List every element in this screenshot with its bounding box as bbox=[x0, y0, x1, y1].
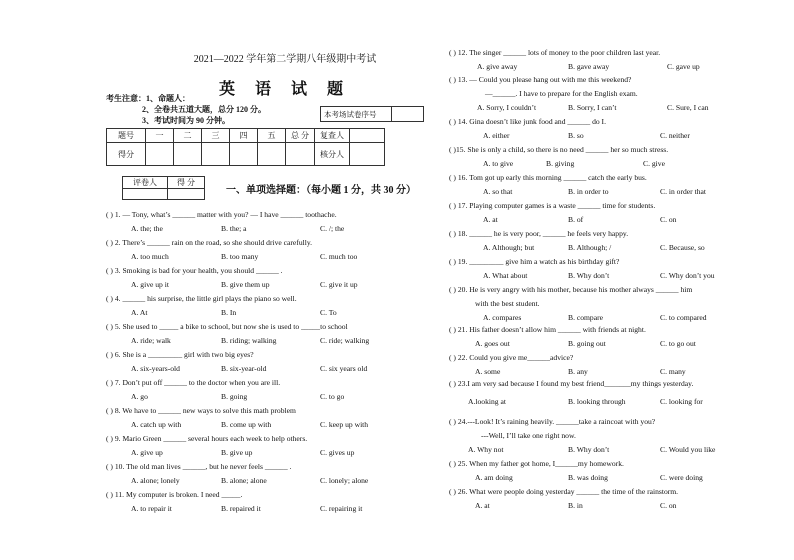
option-a[interactable]: A. give up bbox=[131, 448, 163, 457]
option-a[interactable]: A.looking at bbox=[468, 397, 506, 406]
score-row-label: 得分 bbox=[107, 143, 146, 166]
note-line-3: 3、考试时间为 90 分钟。 bbox=[142, 116, 230, 125]
option-c[interactable]: C. gives up bbox=[320, 448, 355, 457]
question-3: ( ) 3. Smoking is bad for your health, you should ______ . bbox=[106, 266, 283, 275]
option-a[interactable]: A. to repair it bbox=[131, 504, 172, 513]
question-21: ( ) 21. His father doesn’t allow him ______ with friends at night. bbox=[449, 325, 646, 334]
option-b[interactable]: B. looking through bbox=[568, 397, 626, 406]
score-table bbox=[106, 128, 385, 166]
option-c[interactable]: C. many bbox=[660, 367, 686, 376]
option-b[interactable]: B. give up bbox=[221, 448, 253, 457]
question-12: ( ) 12. The singer ______ lots of money to the poor children last year. bbox=[449, 48, 661, 57]
score-header-cell: 三 bbox=[202, 129, 230, 143]
option-b[interactable]: B. Although; / bbox=[568, 243, 612, 252]
option-a[interactable]: A. so that bbox=[483, 187, 513, 196]
score-header-cell: 总 分 bbox=[286, 129, 315, 143]
score-row-label: 核分人 bbox=[315, 143, 350, 166]
question-8: ( ) 8. We have to ______ new ways to solve this math problem bbox=[106, 406, 296, 415]
option-a[interactable]: A. Why not bbox=[468, 445, 504, 454]
option-a[interactable]: A. catch up with bbox=[131, 420, 182, 429]
option-b[interactable]: B. Sorry, I can’t bbox=[568, 103, 617, 112]
option-b[interactable]: B. giving bbox=[546, 159, 575, 168]
option-c[interactable]: C. on bbox=[660, 501, 677, 510]
option-c[interactable]: C. in order that bbox=[660, 187, 706, 196]
option-c[interactable]: C. keep up with bbox=[320, 420, 369, 429]
question-1: ( ) 1. — Tony, what’s ______ matter with you? — I have ______ toothache. bbox=[106, 210, 337, 219]
option-b[interactable]: B. Why don’t bbox=[568, 271, 610, 280]
option-b[interactable]: B. going bbox=[221, 392, 248, 401]
option-b[interactable]: B. any bbox=[568, 367, 588, 376]
score-entry-cell[interactable] bbox=[202, 143, 230, 166]
question-24: ( ) 24.---Look! It’s raining heavily. ______take a raincoat with you? bbox=[449, 417, 656, 426]
option-c[interactable]: C. six years old bbox=[320, 364, 368, 373]
question-24-line-2: ---Well, I’ll take one right now. bbox=[481, 431, 576, 440]
question-17: ( ) 17. Playing computer games is a waste ______ time for students. bbox=[449, 201, 656, 210]
score-entry-cell[interactable] bbox=[258, 143, 286, 166]
question-19: ( ) 19. _________ give him a watch as his birthday gift? bbox=[449, 257, 620, 266]
option-a[interactable]: A. give away bbox=[477, 62, 518, 71]
option-b[interactable]: B. so bbox=[568, 131, 584, 140]
score-header-cell: 题号 bbox=[107, 129, 146, 143]
option-b[interactable]: B. give them up bbox=[221, 280, 270, 289]
question-22: ( ) 22. Could you give me______advice? bbox=[449, 353, 574, 362]
option-b[interactable]: B. in bbox=[568, 501, 583, 510]
option-c[interactable]: C. lonely; alone bbox=[320, 476, 369, 485]
option-c[interactable]: C. Why don’t you bbox=[660, 271, 715, 280]
question-23: ( ) 23.I am very sad because I found my best friend_______my things yesterday. bbox=[449, 379, 694, 388]
option-a[interactable]: A. give up it bbox=[131, 280, 169, 289]
option-c[interactable]: C. gave up bbox=[667, 62, 700, 71]
question-18: ( ) 18. ______ he is very poor, ______ he feels very happy. bbox=[449, 229, 629, 238]
option-a[interactable]: A. at bbox=[483, 215, 498, 224]
question-13: ( ) 13. — Could you please hang out with me this weekend? bbox=[449, 75, 632, 84]
option-c[interactable]: C. Because, so bbox=[660, 243, 705, 252]
option-b[interactable]: B. was doing bbox=[568, 473, 608, 482]
score-header-cell: 四 bbox=[230, 129, 258, 143]
note-line-1: 考生注意：1、命题人： bbox=[106, 94, 190, 103]
option-a[interactable]: A. am doing bbox=[475, 473, 513, 482]
question-15: ( )15. She is only a child, so there is no need ______ her so much stress. bbox=[449, 145, 669, 154]
seat-number-cell[interactable] bbox=[391, 107, 424, 121]
section-1-title: 一、单项选择题：（每小题 1 分，共 30 分） bbox=[226, 185, 416, 196]
question-25: ( ) 25. When my father got home, I______my homework. bbox=[449, 459, 624, 468]
subject-title: 英 语 试 题 bbox=[218, 81, 351, 98]
option-b[interactable]: B. riding; walking bbox=[221, 336, 277, 345]
option-a[interactable]: A. too much bbox=[131, 252, 169, 261]
option-c[interactable]: C. looking for bbox=[660, 397, 703, 406]
score-header-cell: 一 bbox=[146, 129, 174, 143]
option-c[interactable]: C. To bbox=[320, 308, 337, 317]
option-c[interactable]: C. /; the bbox=[320, 224, 345, 233]
question-20: ( ) 20. He is very angry with his mother, because his mother always ______ him bbox=[449, 285, 693, 294]
option-c[interactable]: C. to go bbox=[320, 392, 345, 401]
score-header-cell: 二 bbox=[174, 129, 202, 143]
option-a[interactable]: A. six-years-old bbox=[131, 364, 180, 373]
option-a[interactable]: A. Sorry, I couldn’t bbox=[477, 103, 537, 112]
option-a[interactable]: A. compares bbox=[483, 313, 522, 322]
option-a[interactable]: A. some bbox=[475, 367, 501, 376]
option-c[interactable]: C. Would you like bbox=[660, 445, 716, 454]
question-6: ( ) 6. She is a _________ girl with two big eyes? bbox=[106, 350, 254, 359]
question-9: ( ) 9. Mario Green ______ several hours each week to help others. bbox=[106, 434, 308, 443]
question-4: ( ) 4. ______ his surprise, the little girl plays the piano so well. bbox=[106, 294, 297, 303]
option-c[interactable]: C. give it up bbox=[320, 280, 358, 289]
question-7: ( ) 7. Don’t put off ______ to the doctor when you are ill. bbox=[106, 378, 281, 387]
score-entry-cell[interactable] bbox=[350, 143, 385, 166]
score-header-cell: 五 bbox=[258, 129, 286, 143]
option-c[interactable]: C. to go out bbox=[660, 339, 696, 348]
option-b[interactable]: B. too many bbox=[221, 252, 259, 261]
exam-seat-number-box bbox=[320, 106, 424, 122]
option-a[interactable]: A. either bbox=[483, 131, 510, 140]
option-a[interactable]: A. go bbox=[131, 392, 148, 401]
option-b[interactable]: B. six-year-old bbox=[221, 364, 267, 373]
option-a[interactable]: A. to give bbox=[483, 159, 514, 168]
option-c[interactable]: C. on bbox=[660, 215, 677, 224]
option-b[interactable]: B. repaired it bbox=[221, 504, 261, 513]
question-13-line-2: —______. I have to prepare for the English exam. bbox=[485, 89, 638, 98]
option-c[interactable]: C. were doing bbox=[660, 473, 703, 482]
option-a[interactable]: A. at bbox=[475, 501, 490, 510]
option-b[interactable]: B. come up with bbox=[221, 420, 272, 429]
question-10: ( ) 10. The old man lives ______, but he never feels ______ . bbox=[106, 462, 292, 471]
option-b[interactable]: B. In bbox=[221, 308, 237, 317]
question-16: ( ) 16. Tom got up early this morning ______ catch the early bus. bbox=[449, 173, 647, 182]
grader-table bbox=[122, 176, 205, 200]
option-b[interactable]: B. Why don’t bbox=[568, 445, 610, 454]
score-entry-cell[interactable] bbox=[174, 143, 202, 166]
option-a[interactable]: A. What about bbox=[483, 271, 528, 280]
score-entry-cell[interactable] bbox=[286, 143, 315, 166]
option-a[interactable]: A. Although; but bbox=[483, 243, 535, 252]
question-2: ( ) 2. There’s ______ rain on the road, so she should drive carefully. bbox=[106, 238, 313, 247]
option-b[interactable]: B. compare bbox=[568, 313, 604, 322]
grader-score-label: 得 分 bbox=[168, 177, 205, 189]
question-11: ( ) 11. My computer is broken. I need _____. bbox=[106, 490, 243, 499]
option-b[interactable]: B. going out bbox=[568, 339, 606, 348]
question-26: ( ) 26. What were people doing yesterday ______ the time of the rainstorm. bbox=[449, 487, 679, 496]
grader-entry-cell[interactable] bbox=[123, 189, 168, 200]
option-b[interactable]: B. of bbox=[568, 215, 584, 224]
option-b[interactable]: B. alone; alone bbox=[221, 476, 267, 485]
score-header-cell: 复查人 bbox=[315, 129, 350, 143]
note-line-2: 2、全卷共五道大题，总分 120 分。 bbox=[142, 105, 266, 114]
option-a[interactable]: A. ride; walk bbox=[131, 336, 171, 345]
option-c[interactable]: C. to compared bbox=[660, 313, 707, 322]
option-a[interactable]: A. the; the bbox=[131, 224, 163, 233]
option-b[interactable]: B. the; a bbox=[221, 224, 247, 233]
question-20-line-2: with the best student. bbox=[475, 299, 540, 308]
option-c[interactable]: C. much too bbox=[320, 252, 358, 261]
score-blank-cell[interactable] bbox=[350, 129, 385, 143]
option-c[interactable]: C. neither bbox=[660, 131, 690, 140]
option-c[interactable]: C. Sure, I can bbox=[667, 103, 709, 112]
option-c[interactable]: C. repairing it bbox=[320, 504, 363, 513]
seat-number-label: 本考场试卷序号 bbox=[324, 110, 377, 119]
question-14: ( ) 14. Gina doesn’t like junk food and ______ do I. bbox=[449, 117, 606, 126]
grader-entry-cell[interactable] bbox=[168, 189, 205, 200]
option-b[interactable]: B. gave away bbox=[568, 62, 610, 71]
option-b[interactable]: B. in order to bbox=[568, 187, 609, 196]
option-a[interactable]: A. alone; lonely bbox=[131, 476, 180, 485]
grader-reviewer-label: 评卷人 bbox=[123, 177, 168, 189]
option-a[interactable]: A. At bbox=[131, 308, 148, 317]
question-5: ( ) 5. She used to _____ a bike to school, but now she is used to _____to school bbox=[106, 322, 348, 331]
option-c[interactable]: C. give bbox=[643, 159, 665, 168]
option-a[interactable]: A. goes out bbox=[475, 339, 510, 348]
exam-title: 2021—2022 学年第二学期八年级期中考试 bbox=[193, 54, 377, 65]
score-entry-cell[interactable] bbox=[230, 143, 258, 166]
option-c[interactable]: C. ride; walking bbox=[320, 336, 370, 345]
score-entry-cell[interactable] bbox=[146, 143, 174, 166]
